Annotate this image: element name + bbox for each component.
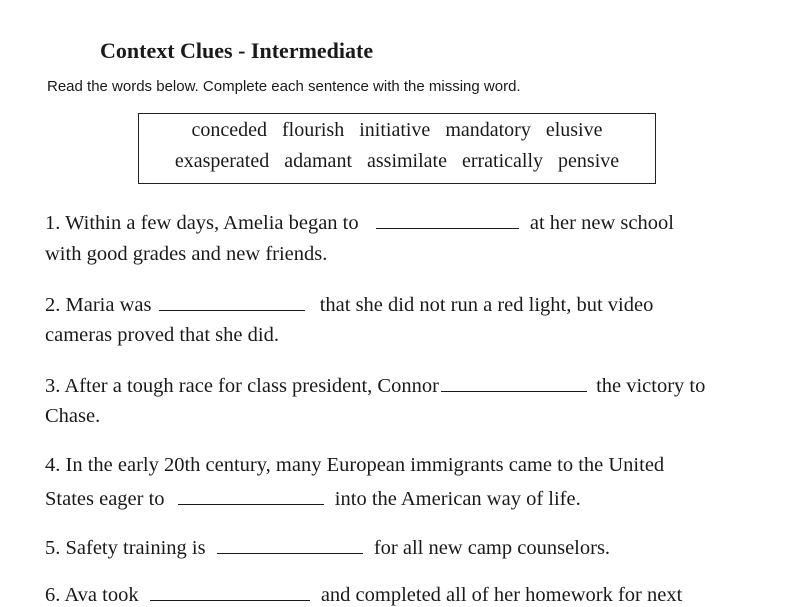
word-bank-word: elusive: [545, 119, 603, 141]
question-text: and completed all of her homework for next: [320, 584, 683, 606]
question-text: at her new school: [529, 212, 674, 234]
question-text: 3. After a tough race for class president, Connor: [45, 375, 439, 397]
question-3-line1: [45, 373, 705, 398]
question-6-line1: [45, 582, 682, 607]
word-bank-box: [138, 113, 656, 184]
word-bank-row: [139, 119, 655, 142]
answer-blank[interactable]: [159, 292, 305, 311]
question-text: into the American way of life.: [334, 488, 581, 510]
answer-blank[interactable]: [376, 210, 519, 229]
question-2-line2: cameras proved that she did.: [45, 324, 279, 346]
question-text: for all new camp counselors.: [373, 537, 611, 559]
worksheet-title: Context Clues - Intermediate: [100, 38, 374, 63]
question-5-line1: [45, 535, 610, 560]
question-text: 5. Safety training is: [45, 537, 206, 559]
word-bank-word: erratically: [461, 150, 544, 172]
answer-blank[interactable]: [178, 486, 324, 505]
word-bank-word: pensive: [558, 150, 620, 172]
question-2-line1: [45, 292, 653, 317]
word-bank-word: mandatory: [445, 119, 531, 141]
word-bank-word: conceded: [191, 119, 267, 141]
question-text: the victory to: [596, 375, 706, 397]
word-bank-word: assimilate: [367, 150, 447, 172]
question-text: 2. Maria was: [45, 294, 152, 316]
question-3-line2: Chase.: [45, 405, 101, 427]
word-bank-word: flourish: [282, 119, 345, 141]
question-1-line2: with good grades and new friends.: [45, 243, 328, 265]
word-bank-row: [139, 150, 655, 173]
question-4-line2: [45, 486, 581, 511]
word-bank-word: initiative: [359, 119, 431, 141]
instructions-text: Read the words below. Complete each sentence with the missing word.: [47, 78, 521, 95]
question-text: States eager to: [45, 488, 165, 510]
word-bank-word: exasperated: [174, 150, 270, 172]
answer-blank[interactable]: [217, 535, 363, 554]
word-bank-word: adamant: [284, 150, 352, 172]
question-text: 6. Ava took: [45, 584, 139, 606]
question-text: that she did not run a red light, but video: [319, 294, 654, 316]
question-1-line1: [45, 210, 674, 235]
answer-blank[interactable]: [150, 582, 310, 601]
answer-blank[interactable]: [441, 373, 587, 392]
question-4-line1: 4. In the early 20th century, many European immigrants came to the United: [45, 454, 665, 476]
question-text: 1. Within a few days, Amelia began to: [45, 212, 359, 234]
